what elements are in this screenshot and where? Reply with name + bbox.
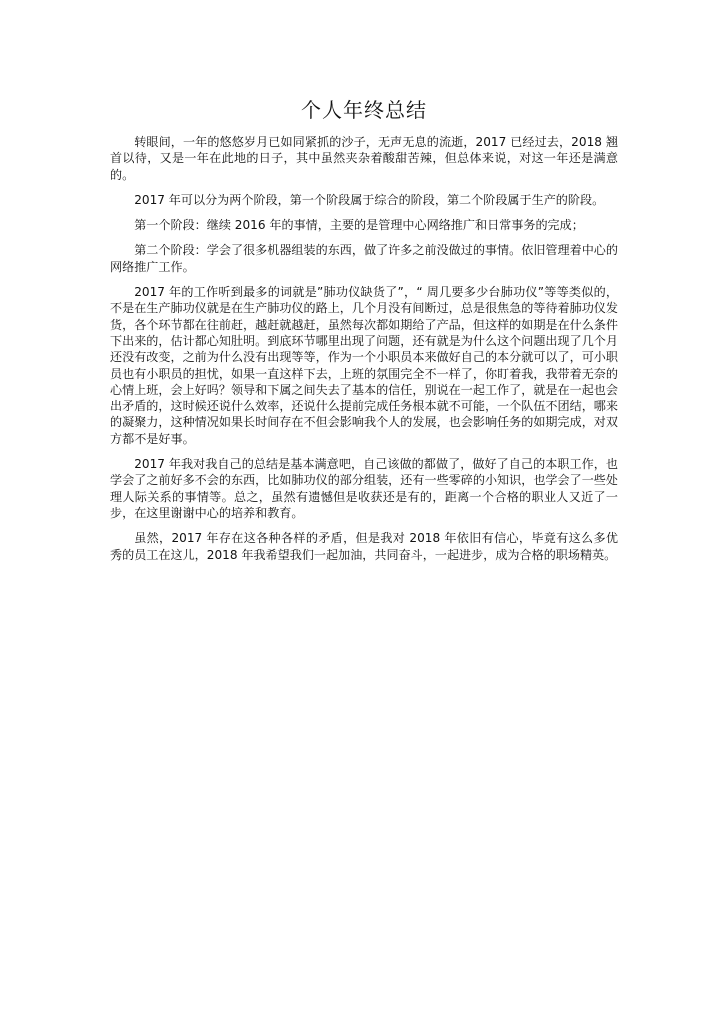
- paragraph-self-summary: 2017 年我对我自己的总结是基本满意吧，自己该做的都做了，做好了自己的本职工作，也学会了之前好多不会的东西，比如肺功仪的部分组装，还有一些零碎的小知识，也学会了一些处理人际关系的事情等。总之，虽然有遗憾但是收获还是有的，距离一个合格的职业人又近了一步，在这里谢谢中心的培养和教育。: [110, 457, 618, 520]
- paragraph-stage-one: 第一个阶段：继续 2016 年的事情，主要的是管理中心网络推广和日常事务的完成；: [134, 218, 584, 233]
- paragraph-outlook: 虽然，2017 年存在这各种各样的矛盾，但是我对 2018 年依旧有信心，毕竟有这么多优秀的员工在这儿，2018 年我希望我们一起加油，共同奋斗，一起进步，成为合格的职场精英。: [110, 531, 618, 562]
- paragraph-intro: 转眼间，一年的悠悠岁月已如同紧抓的沙子，无声无息的流逝，2017 已经过去，2018 翘首以待，又是一年在此地的日子，其中虽然夹杂着酸甜苦辣，但总体来说，对这一年还是满意的。: [110, 135, 618, 182]
- document-title: 个人年终总结: [301, 98, 427, 122]
- paragraph-work-issues: 2017 年的工作听到最多的词就是”肺功仪缺货了”，“ 周几要多少台肺功仪”等等类似的，不是在生产肺功仪就是在生产肺功仪的路上，几个月没有间断过，总是很焦急的等待着肺功仪发货，各个环节都在往前赶，越赶就越赶，虽然每次都如期给了产品，但这样的如期是在什么条件下出来的，估计都心知肚明。到底环节哪里出现了问题，还有就是为什么这个问题出现了几个月还没有改变，之前为什么没有出现等等，作为一个小职员本来做好自己的本分就可以了，可小职员也有小职员的担忧，如果一直这样下去，上班的氛围完全不一样了，你盯着我，我带着无奈的心情上班，会上好吗？领导和下属之间失去了基本的信任，别说在一起工作了，就是在一起也会出矛盾的，这时候还说什么效率，还说什么提前完成任务根本就不可能，一个队伍不团结，哪来的凝聚力，这种情况如果长时间存在不但会影响我个人的发展，也会影响任务的如期完成，对双方都不是好事。: [110, 285, 618, 446]
- paragraph-stage-two: 第二个阶段：学会了很多机器组装的东西，做了许多之前没做过的事情。依旧管理着中心的网络推广工作。: [110, 243, 618, 274]
- paragraph-two-stages: 2017 年可以分为两个阶段，第一个阶段属于综合的阶段，第二个阶段属于生产的阶段。: [134, 192, 605, 207]
- document-page: [110, 96, 618, 572]
